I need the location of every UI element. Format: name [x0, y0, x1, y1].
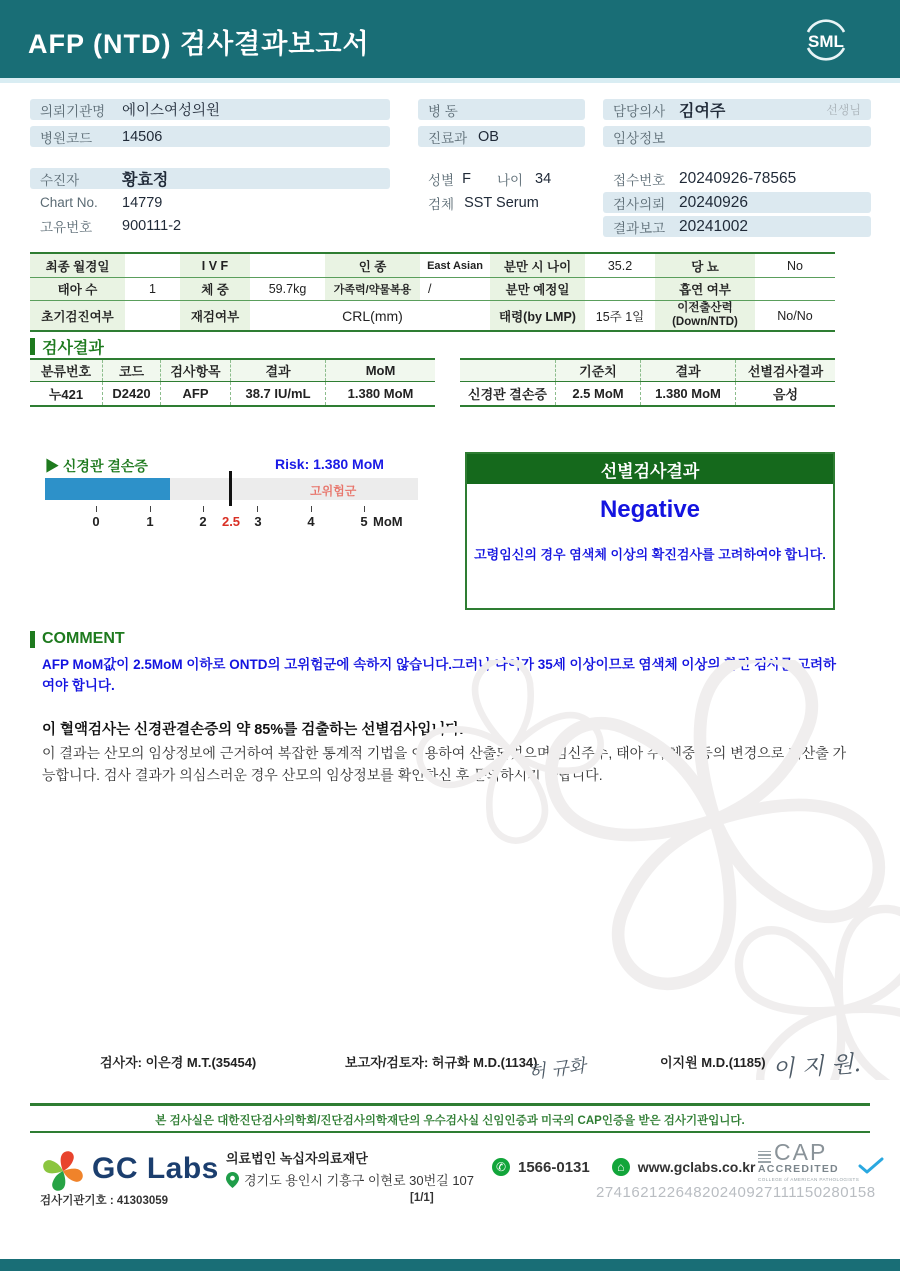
- section-title-text: COMMENT: [42, 630, 125, 647]
- cell-value: 2.5 MoM: [555, 382, 640, 405]
- cell-value: 35.2: [585, 254, 655, 277]
- arrow-icon: ▶: [45, 458, 59, 474]
- field-label: 수진자: [40, 172, 80, 188]
- axis-tick: [257, 506, 258, 512]
- description-headline: 이 혈액검사는 신경관결손증의 약 85%를 검출하는 선별검사입니다.: [42, 722, 464, 738]
- cell-value: [250, 301, 325, 330]
- result-table-left: [30, 358, 435, 407]
- cell-value: 59.7kg: [250, 278, 325, 300]
- accreditation-statement: 본 검사실은 대한진단검사의학회/진단검사의학재단의 우수검사실 신임인증과 미국의 CAP인증을 받은 검사기관입니다.: [155, 1115, 745, 1127]
- cell-value: No/No: [755, 301, 835, 330]
- location-pin-icon: [226, 1172, 239, 1188]
- header-accent-strip: [0, 78, 900, 83]
- col-header: 코드: [102, 360, 160, 381]
- section-bar: [30, 631, 35, 648]
- cell-label: 체 중: [180, 278, 250, 300]
- field-label: 검사의뢰: [613, 196, 666, 212]
- field-value: 900111-2: [122, 217, 182, 234]
- cell-value: [420, 301, 490, 330]
- comment-section-title: [30, 630, 125, 648]
- field-label: 검체: [428, 196, 455, 212]
- cell-label: 인 종: [325, 254, 420, 277]
- field-label: 병원코드: [40, 130, 93, 146]
- field-ward: [418, 99, 585, 120]
- result-table-right: [460, 358, 835, 407]
- clinical-data-table: [30, 252, 835, 332]
- cell-value: 음성: [735, 382, 835, 405]
- cap-college-text: COLLEGE of AMERICAN PATHOLOGISTS: [758, 1176, 860, 1182]
- field-label: 결과보고: [613, 220, 666, 236]
- report-header: [0, 0, 900, 78]
- address-text: 경기도 용인시 기흥구 이현로 30번길 107: [244, 1173, 475, 1188]
- phone-icon: ✆: [492, 1158, 510, 1176]
- field-value: 34: [535, 170, 552, 187]
- cell-label: 태아 수: [30, 278, 125, 300]
- col-header: 기준치: [555, 360, 640, 381]
- col-header: MoM: [325, 360, 435, 381]
- field-value: 황효정: [122, 172, 169, 189]
- tick-label-cutoff: 2.5: [221, 514, 241, 529]
- section-title-text: 검사결과: [42, 340, 104, 357]
- field-chart-no: [30, 192, 390, 213]
- cell-value: No: [755, 254, 835, 277]
- field-patient: [30, 168, 390, 189]
- result-box-title: 선별검사결과: [467, 454, 833, 484]
- cell-label: 재검여부: [180, 301, 250, 330]
- table-header-row: [460, 360, 835, 382]
- field-value: 20240926: [679, 193, 748, 211]
- cell-value: 38.7 IU/mL: [230, 382, 325, 405]
- screening-result-note: 고령임신의 경우 염색체 이상의 확진검사를 고려하여야 합니다.: [474, 547, 826, 562]
- gc-labs-logo: [40, 1148, 86, 1194]
- tick-label: 0: [92, 514, 100, 529]
- col-header: 결과: [230, 360, 325, 381]
- field-hospital-code: [30, 126, 390, 147]
- cell-value: D2420: [102, 382, 160, 405]
- field-label: Chart No.: [40, 195, 98, 210]
- specimen-barcode-number: 27416212264820240927111150280158: [596, 1184, 876, 1201]
- field-label: 의뢰기관명: [40, 103, 106, 119]
- tick-label: 4: [307, 514, 315, 529]
- cell-value: 1.380 MoM: [325, 382, 435, 405]
- field-report-date: [603, 216, 871, 237]
- table-header-row: [30, 360, 435, 382]
- website-url: www.gclabs.co.kr: [637, 1159, 756, 1175]
- cap-accredited-text: ACCREDITED: [758, 1163, 878, 1175]
- bottom-accent-bar: [0, 1259, 900, 1271]
- axis-tick: [96, 506, 97, 512]
- field-org: [30, 99, 390, 120]
- col-header: [460, 360, 555, 381]
- field-dept: [418, 126, 585, 147]
- field-value: F: [462, 170, 471, 187]
- tick-label: 3: [254, 514, 262, 529]
- cell-value: 15주 1일: [585, 301, 655, 330]
- table-row: [30, 300, 835, 330]
- cell-value: 1: [125, 278, 180, 300]
- field-value: OB: [478, 128, 499, 145]
- field-label: 접수번호: [613, 172, 666, 188]
- comment-text: AFP MoM값이 2.5MoM 이하로 ONTD의 고위험군에 속하지 않습니다.그러나 나이가 35세 이상이므로 염색체 이상의 확진 검사를 고려하여야 합니다.: [42, 657, 837, 693]
- screening-result-box: [465, 452, 835, 610]
- field-label: 임상정보: [613, 130, 666, 146]
- axis-tick: [150, 506, 151, 512]
- table-row: [30, 382, 435, 405]
- gauge-value-bar: [45, 478, 170, 500]
- reporter-handwritten-signature: 허 규화: [527, 1055, 588, 1084]
- cell-value: [125, 254, 180, 277]
- results-section-title: [30, 335, 104, 358]
- cell-value: 신경관 결손증: [468, 387, 547, 402]
- cell-label: 가족력/약물복용: [325, 278, 420, 300]
- tick-label: 1: [146, 514, 154, 529]
- field-value: 14506: [122, 128, 163, 145]
- cell-label: 분만 예정일: [490, 278, 585, 300]
- approver-handwritten-signature: 이 지 원.: [771, 1050, 862, 1084]
- page-title: AFP (NTD) 검사결과보고서: [28, 29, 370, 59]
- axis-tick: [311, 506, 312, 512]
- col-header: 검사항목: [160, 360, 230, 381]
- field-label: 고유번호: [40, 219, 93, 235]
- cell-value: [585, 278, 655, 300]
- cap-emblem-icon: [758, 1149, 771, 1163]
- cell-value: AFP: [160, 382, 230, 405]
- field-label: 진료과: [428, 130, 468, 146]
- tick-label: 2: [199, 514, 207, 529]
- description-body: 이 결과는 산모의 임상정보에 근거하여 복잡한 통계적 기법을 이용하여 산출되었으며 임신주수, 태아 수, 체중 등의 변경으로 재산출 가능합니다. 검사 결과가 의심스러운 경우 산모의 임상정보를 확인하신 후 문의하시기 바랍니다.: [42, 745, 847, 783]
- tester-signature-label: 검사자: 이은경 M.T.(35454): [100, 1055, 257, 1070]
- field-value: 김여주: [679, 103, 726, 120]
- cutoff-marker: [229, 471, 232, 506]
- field-receipt-no: [603, 168, 871, 189]
- cell-label: 분만 시 나이: [490, 254, 585, 277]
- table-row: [460, 382, 835, 405]
- reporter-signature-label: 보고자/검토자: 허규화 M.D.(1134): [345, 1055, 538, 1070]
- cell-value: 1.380 MoM: [640, 382, 735, 405]
- col-header: 결과: [640, 360, 735, 381]
- gauge-title: ▶ 신경관 결손증: [45, 458, 148, 474]
- cell-value: East Asian: [420, 254, 490, 277]
- field-uid: [30, 215, 390, 236]
- page-number: [1/1]: [410, 1192, 434, 1204]
- field-label: 나이: [496, 172, 524, 188]
- field-specimen: [418, 192, 598, 213]
- axis-tick: [364, 506, 365, 512]
- cell-label: 당 뇨: [655, 254, 755, 277]
- phone-number: 1566-0131: [518, 1158, 590, 1176]
- sml-logo: [800, 14, 852, 66]
- cap-accredited-logo: [758, 1139, 878, 1182]
- cell-label: 초기검진여부: [30, 301, 125, 330]
- agency-code: 검사기관기호 : 41303059: [40, 1195, 169, 1207]
- cell-value: 누421: [48, 387, 84, 402]
- contact-block: [492, 1158, 755, 1176]
- organization-name: 의료법인 녹십자의료재단: [226, 1151, 368, 1166]
- cell-value: [250, 254, 325, 277]
- cell-value: /: [420, 278, 490, 300]
- cell-value: [125, 301, 180, 330]
- col-header: 선별검사결과: [735, 360, 835, 381]
- cell-value: [755, 278, 835, 300]
- divider: [30, 1131, 870, 1133]
- cell-label: 이전출산력 (Down/NTD): [655, 301, 755, 330]
- high-risk-label: 고위험군: [310, 484, 357, 498]
- cell-label: CRL(mm): [325, 301, 420, 330]
- cell-label: 태령(by LMP): [490, 301, 585, 330]
- approver-signature-label: 이지원 M.D.(1185): [660, 1055, 766, 1070]
- cap-word: CAP: [774, 1139, 828, 1165]
- cell-label: 최종 월경일: [30, 254, 125, 277]
- field-value: 14779: [122, 194, 163, 211]
- table-row: [30, 254, 835, 277]
- table-row: [30, 277, 835, 300]
- screening-result-value: Negative: [599, 496, 701, 523]
- field-label: 병 동: [428, 103, 458, 119]
- gauge-risk-label: Risk: 1.380 MoM: [275, 456, 384, 472]
- tick-label: 5: [360, 514, 368, 529]
- checkmark-icon: [858, 1157, 884, 1175]
- field-doctor: [603, 99, 871, 120]
- field-sex-age: [418, 168, 598, 189]
- axis-tick: [203, 506, 204, 512]
- brand-name: GC Labs: [92, 1152, 219, 1185]
- field-clinical-info: [603, 126, 871, 147]
- svg-text:SML: SML: [808, 32, 844, 51]
- divider: [30, 1103, 870, 1106]
- field-value: 20241002: [679, 217, 748, 235]
- field-label: 담당의사: [613, 103, 666, 119]
- field-value: 에이스여성의원: [122, 103, 221, 119]
- field-value: SST Serum: [464, 194, 539, 211]
- section-bar: [30, 338, 35, 355]
- field-value: 20240926-78565: [679, 169, 797, 187]
- col-header: 분류번호: [40, 364, 92, 379]
- cell-label: 흡연 여부: [655, 278, 755, 300]
- cell-label: I V F: [180, 254, 250, 277]
- address-line: [226, 1170, 474, 1189]
- field-request-date: [603, 192, 871, 213]
- globe-icon: ⌂: [612, 1158, 630, 1176]
- field-suffix: 선생님: [826, 103, 861, 117]
- field-label: 성별: [428, 172, 455, 188]
- axis-unit-label: MoM: [373, 514, 403, 529]
